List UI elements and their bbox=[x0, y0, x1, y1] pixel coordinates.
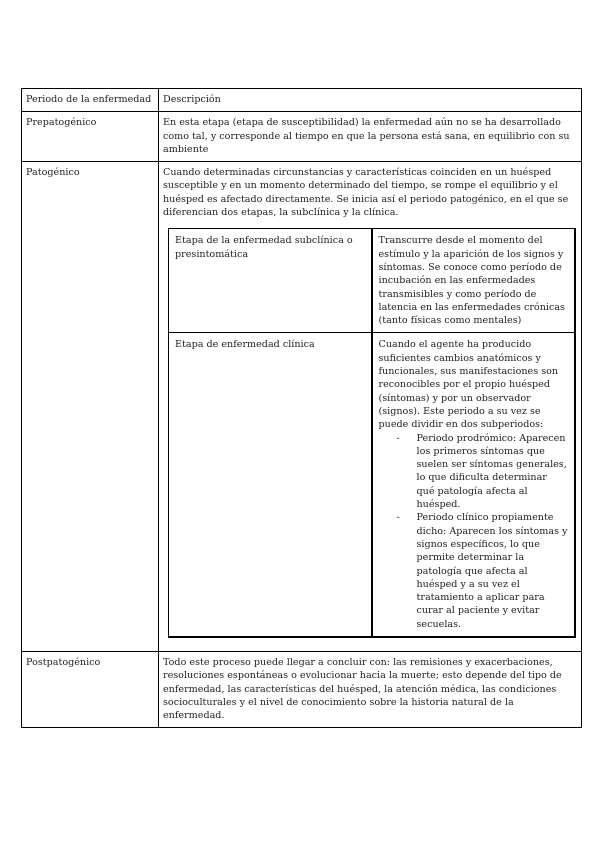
description-cell: Todo este proceso puede llegar a concluir con: las remisiones y exacerbaciones, resoluciones espontáneas o evolucionar hacia la muerte; esto depende del tipo de enfermedad, las características del huésped, la atención médica, las condiciones socioculturales y el nivel de conocimiento sobre la historia natural de la enfermedad. bbox=[159, 651, 582, 727]
stage-row-subclinica bbox=[169, 229, 575, 333]
subperiod-list bbox=[379, 432, 568, 631]
header-period: Periodo de la enfermedad bbox=[22, 89, 159, 112]
table-header-row bbox=[22, 89, 582, 112]
subperiod-text: Periodo clínico propiamente dicho: Aparecen los síntomas y signos específicos, lo que permite determinar la patología que afecta al huésped y a su vez el tratamiento a aplicar para curar al paciente y evitar secuelas. bbox=[416, 512, 568, 630]
stage-description: Transcurre desde el momento del estímulo y la aparición de los signos y síntomas. Se conoce como período de incubación en las enfermedades transmisibles y como período de latencia en las enfermedades crónicas (tanto físicas como mentales) bbox=[372, 229, 575, 333]
stage-row-clinica bbox=[169, 333, 575, 637]
list-item bbox=[395, 511, 568, 631]
stage-name: Etapa de enfermedad clínica bbox=[169, 333, 372, 637]
stage-description-cell bbox=[372, 333, 575, 637]
disease-periods-table bbox=[21, 88, 582, 728]
stages-table bbox=[168, 228, 576, 638]
subperiod-text: Periodo prodrómico: Aparecen los primeros síntomas que suelen ser síntomas generales, lo que dificulta determinar qué patología afecta al huésped. bbox=[416, 432, 567, 511]
table-row-postpatogenico bbox=[22, 651, 582, 727]
dash-bullet: - bbox=[396, 512, 400, 524]
description-text: Cuando determinadas circunstancias y características coinciden en un huésped susceptible y en un momento determinado del tiempo, se rompe el equilibrio y el huésped es afectado directamente. Se inicia así el periodo patogénico, en el que se diferencian dos etapas, la subclínica y la clínica. bbox=[163, 167, 569, 219]
stage-description: Cuando el agente ha producido suficientes cambios anatómicos y funcionales, sus manifestaciones son reconocibles por el propio huésped (síntomas) y por un observador (signos). Este periodo a su vez se puede dividir en dos subperiodos: bbox=[378, 339, 559, 431]
list-item bbox=[395, 432, 568, 512]
period-cell: Postpatogénico bbox=[22, 651, 159, 727]
description-cell bbox=[159, 162, 582, 652]
table-row-patogenico bbox=[22, 162, 582, 652]
description-cell: En esta etapa (etapa de susceptibilidad) la enfermedad aún no se ha desarrollado como tal, y corresponde al tiempo en que la persona está sana, en equilibrio con su ambiente bbox=[159, 112, 582, 162]
table-row-prepatogenico bbox=[22, 112, 582, 162]
period-cell: Patogénico bbox=[22, 162, 159, 652]
header-description: Descripción bbox=[159, 89, 582, 112]
period-cell: Prepatogénico bbox=[22, 112, 159, 162]
stage-name: Etapa de la enfermedad subclínica o presintomática bbox=[169, 229, 372, 333]
dash-bullet: - bbox=[396, 432, 400, 444]
